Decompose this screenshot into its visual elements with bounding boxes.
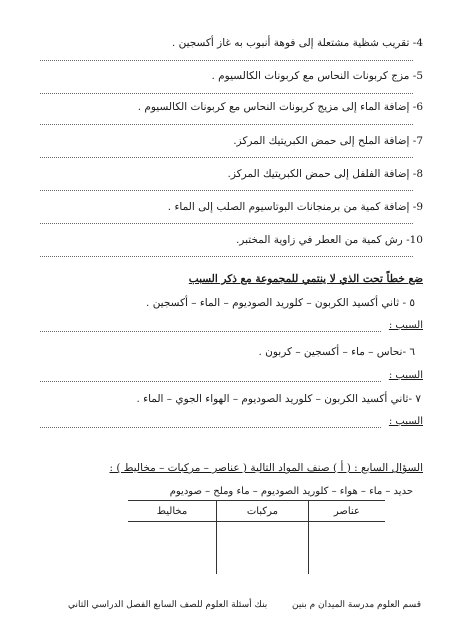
reason-label: السبب : [388,370,423,381]
classification-table [128,500,385,574]
answer-line [40,190,413,191]
footer-bank-title: بنك أسئلة العلوم للصف السابع الفصل الدراسي الثاني [68,600,268,610]
materials-list: حديد – ماء – هواء – كلوريد الصوديوم – ماء وملح – صوديوم [169,486,413,497]
column-compounds: مركبات [217,501,309,522]
reason-label: السبب : [388,320,423,331]
reason-answer-line [40,331,381,332]
footer-department: قسم العلوم مدرسة الميدان م بنين [291,600,421,610]
question-7-title: السؤال السابع : ( أ ) صنف المواد التالية ( عناصر – مركبات – مخاليط ) : [109,462,423,474]
answer-line [40,223,413,224]
answer-line [40,124,413,125]
elements-cell[interactable] [308,522,385,575]
answer-line [40,256,413,257]
answer-line [40,60,413,61]
item-5: 5- مزج كربونات النحاس مع كربونات الكالسيوم . [211,70,423,82]
column-mixtures: مخاليط [128,501,217,522]
reason-answer-line [40,427,381,428]
answer-line [40,157,413,158]
compounds-cell[interactable] [217,522,309,575]
group-5: ٥ - ثاني أكسيد الكربون – كلوريد الصوديوم – الماء – أكسجين . [146,297,415,309]
item-10: 10- رش كمية من العطر في زاوية المختبر. [235,234,423,246]
item-4: 4- تقريب شظية مشتعلة إلى فوهة أنبوب به غاز أكسجين . [171,37,423,49]
item-6: 6- إضافة الماء إلى مزيج كربونات النحاس مع كربونات الكالسيوم . [137,101,423,113]
reason-label: السبب : [388,416,423,427]
odd-one-out-heading: ضع خطاً تحت الذي لا ينتمي للمجموعة مع ذكر السبب [188,273,423,285]
item-7: 7- إضافة الملح إلى حمض الكبريتيك المركز. [233,135,423,147]
group-6: ٦ -نحاس – ماء – أكسجين – كربون . [258,346,415,358]
reason-answer-line [40,381,381,382]
answer-line [40,93,413,94]
group-7: ٧ -ثاني أكسيد الكربون – كلوريد الصوديوم – الهواء الجوي – الماء . [136,393,421,405]
item-8: 8- إضافة الفلفل إلى حمض الكبريتيك المركز. [227,168,423,180]
mixtures-cell[interactable] [128,522,217,575]
item-9: 9- إضافة كمية من برمنجانات البوتاسيوم الصلب إلى الماء . [167,201,423,213]
column-elements: عناصر [308,501,385,522]
